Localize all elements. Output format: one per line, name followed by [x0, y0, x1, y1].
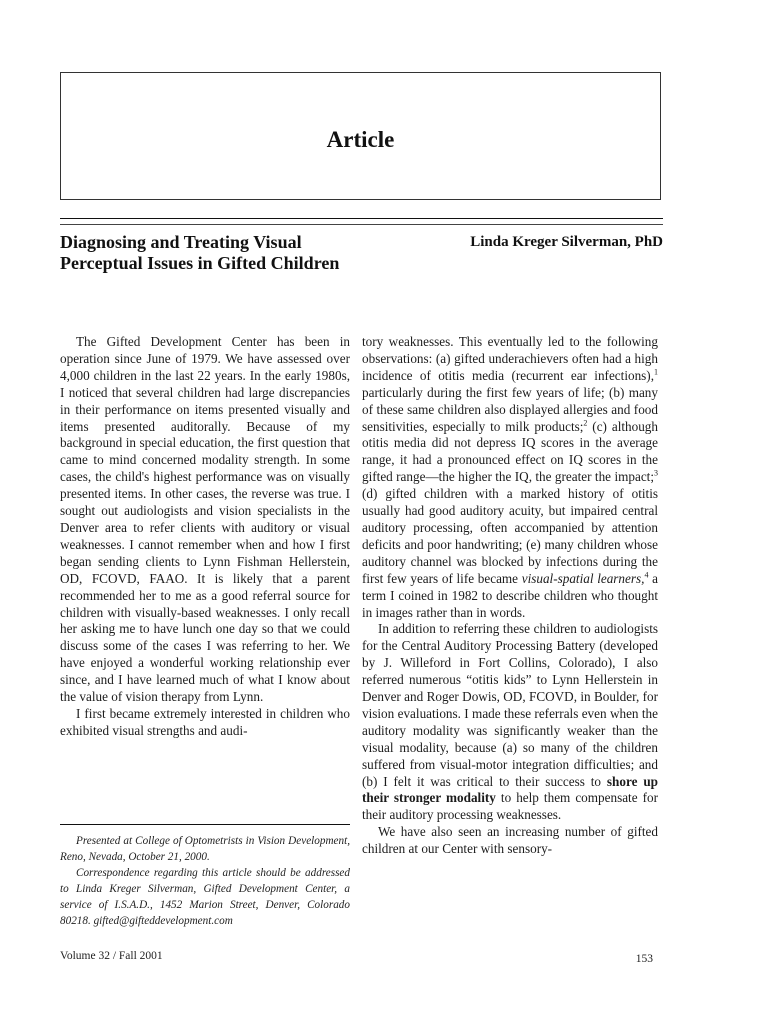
journal-volume: Volume 32 / Fall 2001 — [60, 950, 163, 962]
paragraph: I first became extremely interested in children who exhibited visual strengths and audi- — [60, 705, 350, 738]
paragraph: The Gifted Development Center has been in operation since June of 1979. We have assessed over 4,000 children in the last 22 years. In the early 1980s, I noticed that several children had large discrepancies in their performance on items presented visually and items presented auditorally. Because of my background in special education, the first question that came to mind concerned modality strength. In some cases, the child's highest performance was on visually presented items. In other cases, the reverse was true. I sought out audiologists and vision specialists in the Denver area to refer clients with auditory or visual weaknesses. I cannot remember when and how I first began sending clients to Lynn Fishman Hellerstein, OD, FCOVD, FAAO. It is likely that a parent recommended her to me as a good referral source for children with visually-based weaknesses. I only recall her asking me to have lunch one day so that we could discuss some of the cases I was referring to her. We have enjoyed a wonderful working relationship ever since, and I have learned much of what I know about the value of vision therapy from Lynn. — [60, 334, 350, 705]
footnote-rule — [60, 824, 350, 825]
text-run: In addition to referring these children to audiologists for the Central Auditory Processing Battery (developed by J. Willeford in Fort Collins, Colorado), I also referred numerous “otitis kids” to Lynn Hellerstein in Denver and Roger Dowis, OD, FCOVD, in Boulder, for vision evaluations. I made these referrals even when the auditory modality was significantly weaker than the visual modality, because (a) so many of the children suffered from visual-motor integration difficulties; and (b) I felt it was critical to their success to — [362, 621, 658, 789]
right-column — [362, 334, 658, 858]
citation-marker: 3 — [654, 468, 658, 478]
article-header-box — [60, 72, 661, 200]
paragraph — [362, 621, 658, 824]
page-number: 153 — [635, 953, 653, 965]
citation-marker: 1 — [654, 367, 658, 377]
paragraph — [362, 334, 658, 621]
text-run: (c) although otitis media did not depress IQ scores in the average range, it had a pronounced effect on IQ scores in the gifted range—the higher the IQ, the greater the impact; — [362, 418, 658, 485]
citation-marker: 2 — [583, 418, 588, 428]
emphasis-term: visual-spatial learners, — [521, 570, 645, 586]
article-title: Diagnosing and Treating Visual Perceptual Issues in Gifted Children — [60, 232, 340, 273]
paragraph: We have also seen an increasing number of gifted children at our Center with sensory- — [362, 824, 658, 857]
citation-marker: 4 — [644, 570, 649, 580]
text-run: (d) gifted children with a marked history of otitis usually had good auditory acuity, but impaired central auditory processing, often accompanied by attention deficits and poor handwriting; (e) many children whose auditory channel was blocked by infections during the first few years of life became — [362, 486, 658, 586]
text-run: tory weaknesses. This eventually led to the following observations: (a) gifted underachievers often had a high incidence of otitis media (recurrent ear infections), — [362, 334, 658, 383]
text-run: to help them compensate for their auditory processing weaknesses. — [362, 790, 658, 823]
article-author: Linda Kreger Silverman, PhD — [470, 234, 663, 250]
footnote-correspondence: Correspondence regarding this article should be addressed to Linda Kreger Silverman, Gifted Development Center, a service of I.S.A.D., 1452 Marion Street, Denver, Colorado 80218. gifted@gifteddevelopment.com — [60, 867, 350, 927]
text-run: a term I coined in 1982 to describe children who thought in images rather than in words. — [362, 570, 658, 620]
section-label: Article — [326, 127, 395, 152]
title-rule-bottom — [60, 224, 663, 225]
emphasis-strong: shore up their stronger modality — [362, 773, 658, 806]
footnote-presentation: Presented at College of Optometrists in Vision Development, Reno, Nevada, October 21, 2000. — [60, 835, 350, 863]
title-rule-top — [60, 218, 663, 219]
left-column — [60, 334, 350, 740]
text-run: particularly during the first few years of life; (b) many of these same children also displayed allergies and food sensitivities, especially to milk products; — [362, 384, 658, 434]
footnote — [60, 833, 350, 929]
